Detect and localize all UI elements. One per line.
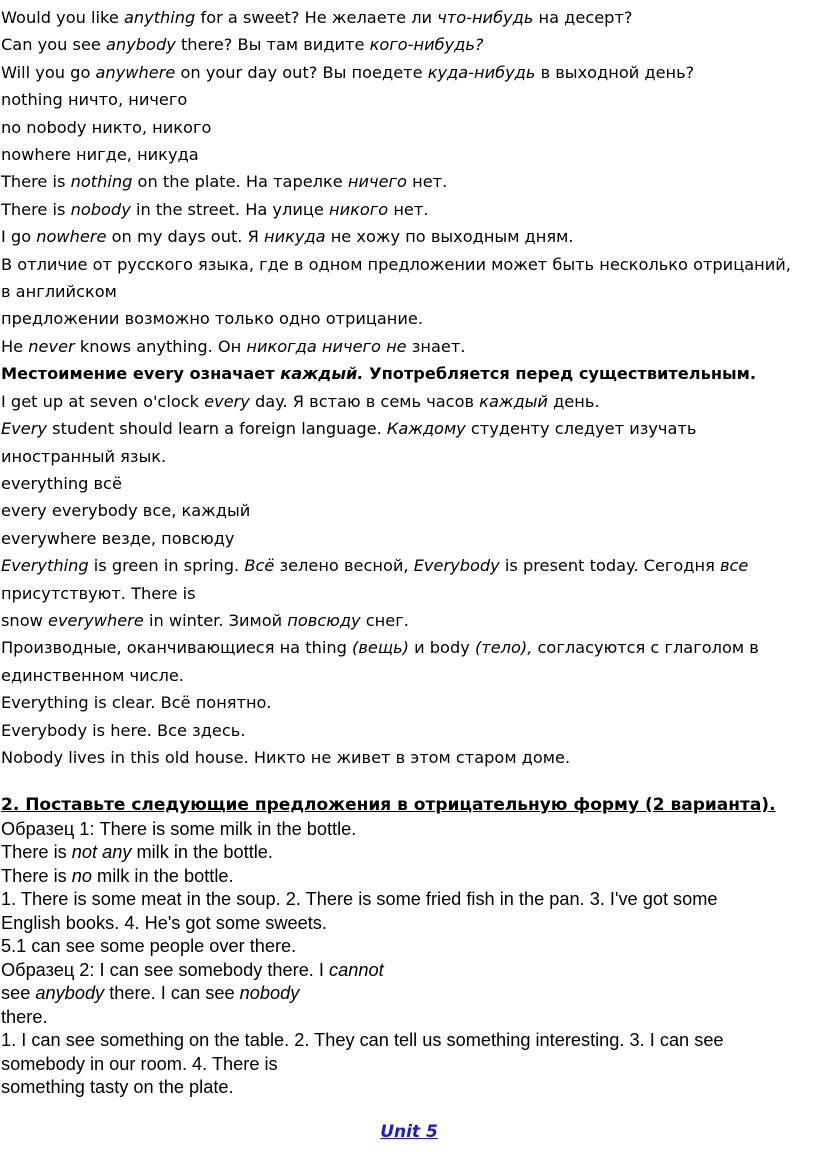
unit-link-container (0, 1122, 816, 1142)
notes-line (1, 525, 813, 552)
text-segment: нет. (406, 172, 448, 192)
text-segment: is green in spring. (88, 556, 245, 576)
text-segment: student should learn a foreign language. (47, 419, 387, 439)
emphasis-text: все (719, 556, 749, 576)
text-segment: in winter. Зимой (143, 610, 288, 630)
text-segment: согласуются с глаголом в (532, 638, 759, 658)
text-segment: day. Я встаю в семь часов (249, 391, 480, 411)
emphasis-text: никогда ничего не (246, 336, 407, 356)
text-segment: I get up at seven o'clock (1, 391, 205, 411)
emphasis-text: nobody (70, 199, 131, 219)
notes-line (1, 470, 813, 497)
notes-line (1, 168, 813, 195)
exercise-line (1, 982, 813, 1006)
unit-5-link[interactable]: Unit 5 (380, 1122, 438, 1142)
text-segment: в английском (1, 282, 117, 302)
emphasis-text: nothing (70, 172, 133, 192)
text-segment: Everything is clear. Всё понятно. (1, 693, 272, 713)
text-segment: nothing ничто, ничего (1, 90, 188, 110)
exercise-line (1, 1053, 813, 1077)
notes-line (1, 278, 813, 305)
text-segment: в выходной день? (535, 62, 695, 82)
text-segment: и body (408, 638, 475, 658)
text-segment: milk in the bottle. (92, 865, 234, 886)
text-segment: знает. (406, 336, 466, 356)
notes-line (1, 552, 813, 579)
emphasis-text: anything (123, 8, 196, 27)
notes-line (1, 31, 813, 58)
notes-line (1, 114, 813, 141)
text-segment: Не (1, 336, 29, 356)
text-segment: There is (1, 865, 72, 886)
emphasis-text: каждый. (280, 364, 364, 384)
text-segment: Everybody is here. Все здесь. (1, 720, 246, 740)
emphasis-text: nobody (239, 983, 300, 1003)
text-segment: is present today. Сегодня (499, 556, 720, 576)
notes-line (1, 360, 813, 387)
text-segment: there. (1, 1006, 48, 1027)
text-segment: somebody in our room. 4. There is (1, 1053, 278, 1074)
emphasis-text: nowhere (36, 227, 107, 247)
exercise-line (1, 1076, 813, 1100)
text-segment: единственном числе. (1, 665, 184, 685)
notes-line (1, 223, 813, 250)
exercise-line (1, 888, 813, 912)
text-segment: студенту следует изучать (465, 419, 697, 439)
text-segment: every everybody все, каждый (1, 501, 251, 521)
text-segment: nowhere нигде, никуда (1, 145, 199, 165)
notes-line (1, 59, 813, 86)
emphasis-text: повсюду (287, 610, 361, 630)
text-segment: снег. (360, 610, 409, 630)
notes-line (1, 744, 813, 771)
exercise-line (1, 912, 813, 936)
emphasis-text: Всё (244, 556, 275, 576)
text-segment: Образец 1: There is some milk in the bottle. (1, 818, 357, 839)
exercise-line (1, 1029, 813, 1053)
notes-line (1, 717, 813, 744)
emphasis-text: куда-нибудь (427, 62, 536, 82)
text-segment: English books. 4. He's got some sweets. (1, 912, 327, 933)
exercise-heading: 2. Поставьте следующие предложения в отрицательную форму (2 варианта). (1, 795, 776, 815)
notes-line (1, 305, 813, 332)
text-segment: иностранный язык. (1, 446, 167, 466)
text-segment: присутствуют. There is (1, 583, 196, 603)
text-segment: зелено весной, (274, 556, 414, 576)
text-segment: There is (1, 842, 72, 862)
emphasis-text: никуда (264, 227, 326, 247)
notes-line (1, 689, 813, 716)
emphasis-text: cannot (329, 959, 384, 980)
text-segment: there? Вы там видите (175, 35, 370, 55)
text-segment: milk in the bottle. (131, 842, 273, 862)
exercise-line (1, 865, 813, 889)
text-segment: В отличие от русского языка, где в одном предложении может быть несколько отрицаний, (1, 254, 791, 274)
emphasis-text: Everybody (413, 556, 500, 576)
text-segment: for a sweet? Не желаете ли (195, 8, 438, 27)
text-segment: no nobody никто, никого (1, 117, 212, 137)
emphasis-text: каждый (479, 391, 548, 411)
emphasis-text: anybody (35, 983, 105, 1003)
notes-line (1, 634, 813, 661)
notes-line (1, 251, 813, 278)
text-segment: There is (1, 199, 71, 219)
notes-line (1, 580, 813, 607)
emphasis-text: every (204, 391, 250, 411)
text-segment: Would you like (1, 8, 124, 27)
emphasis-text: everywhere (47, 610, 144, 630)
text-segment: 1. There is some meat in the soup. 2. There is some fried fish in the pan. 3. I've got some (1, 889, 718, 909)
text-segment: Can you see (1, 35, 107, 55)
notes-line (1, 388, 813, 415)
text-segment: There is (1, 172, 71, 192)
notes-line (1, 497, 813, 524)
emphasis-text: (вещь) (352, 638, 409, 658)
emphasis-text: no (71, 865, 92, 886)
text-segment: everything всё (1, 473, 122, 493)
grammar-notes (1, 4, 813, 771)
exercise-line (1, 959, 813, 983)
text-segment: knows anything. Он (74, 336, 247, 356)
notes-line (1, 607, 813, 634)
text-segment: something tasty on the plate. (1, 1077, 234, 1097)
text-segment: Образец 2: I can see somebody there. I (1, 959, 330, 980)
text-segment: on your day out? Вы поедете (175, 62, 428, 82)
notes-line (1, 662, 813, 689)
text-segment: не хожу по выходным дням. (325, 227, 574, 247)
text-segment: on my days out. Я (106, 227, 264, 247)
emphasis-text: anybody (106, 35, 176, 55)
emphasis-text: Every (1, 419, 48, 439)
text-segment: Производные, оканчивающиеся на thing (1, 638, 353, 658)
emphasis-text: Everything (1, 556, 89, 576)
emphasis-text: что-нибудь (437, 8, 534, 27)
emphasis-text: никого (329, 199, 389, 219)
emphasis-text: кого-нибудь? (369, 35, 484, 55)
text-segment: Will you go (1, 62, 96, 82)
notes-line (1, 196, 813, 223)
exercise-line (1, 935, 813, 959)
text-segment: 1. I can see something on the table. 2. They can tell us something interesting. 3. I can see (1, 1030, 724, 1050)
exercise-line (1, 841, 813, 865)
notes-line (1, 4, 813, 31)
text-segment: on the plate. На тарелке (132, 172, 348, 192)
text-segment: in the street. На улице (130, 199, 329, 219)
emphasis-text: ничего (347, 172, 407, 192)
text-segment: нет. (388, 199, 429, 219)
text-segment: snow (1, 610, 48, 630)
text-segment: Употребляется перед существительным. (363, 364, 757, 384)
notes-line (1, 415, 813, 442)
text-segment: I go (1, 227, 37, 247)
text-segment: Nobody lives in this old house. Никто не живет в этом старом доме. (1, 747, 571, 767)
emphasis-text: never (28, 336, 75, 356)
text-segment: день. (547, 391, 600, 411)
text-segment: предложении возможно только одно отрицание. (1, 309, 424, 329)
notes-line (1, 333, 813, 360)
text-segment: everywhere везде, повсюду (1, 528, 235, 548)
exercise-line (1, 818, 813, 842)
exercise-section (1, 794, 813, 1100)
exercise-line (1, 1006, 813, 1030)
text-segment: Местоимение every означает (1, 364, 281, 384)
text-segment: there. I can see (104, 983, 240, 1003)
notes-line (1, 86, 813, 113)
text-segment: на десерт? (533, 8, 633, 27)
exercise-lines (1, 818, 813, 1100)
notes-line (1, 443, 813, 470)
text-segment: see (1, 983, 36, 1003)
emphasis-text: anywhere (95, 62, 176, 82)
notes-line (1, 141, 813, 168)
emphasis-text: Каждому (386, 419, 466, 439)
emphasis-text: (тело), (474, 638, 533, 658)
text-segment: 5.1 can see some people over there. (1, 936, 297, 956)
emphasis-text: not any (71, 842, 132, 862)
